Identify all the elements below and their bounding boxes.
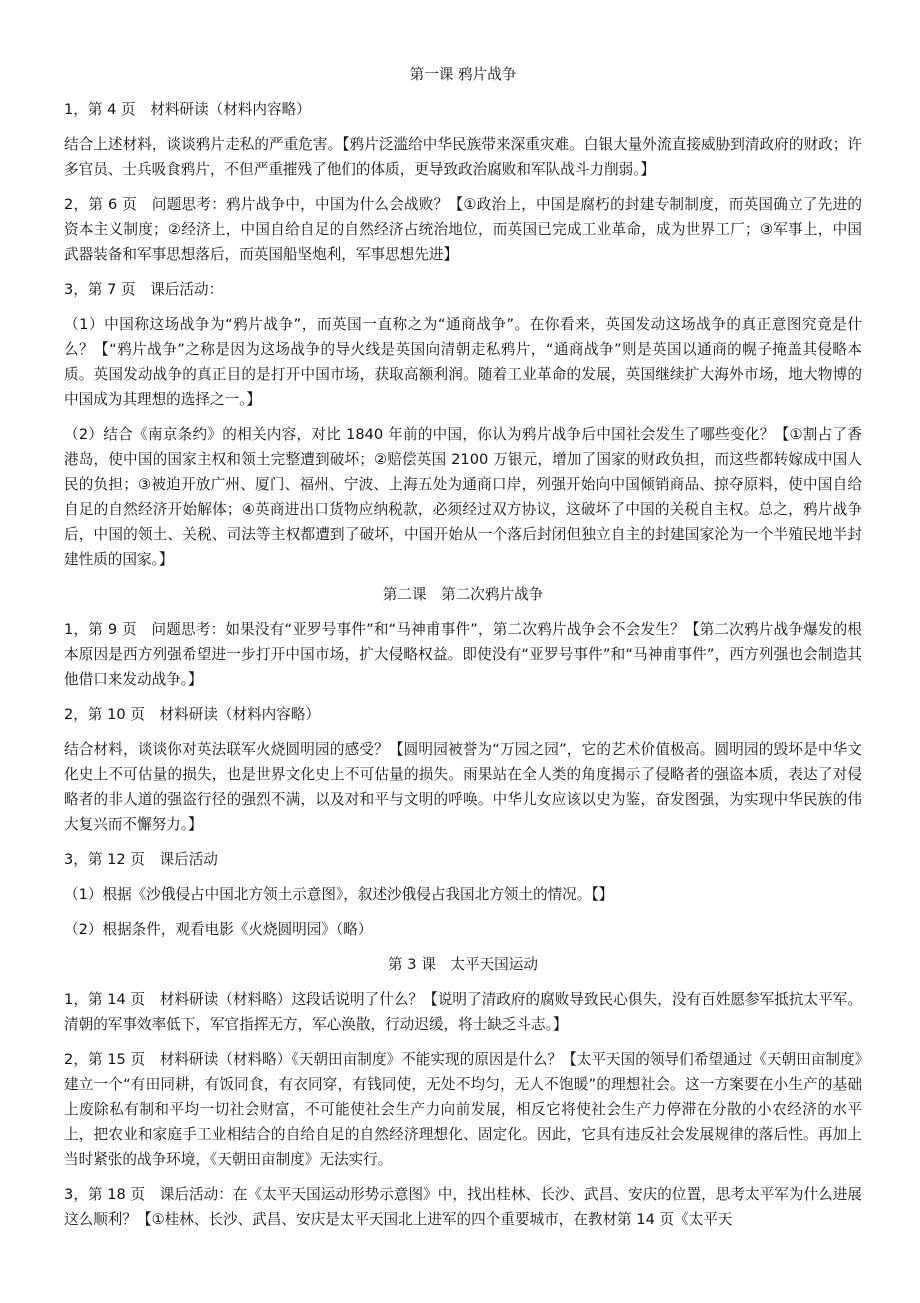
- paragraph: （1）中国称这场战争为“鸦片战争”，而英国一直称之为“通商战争”。在你看来，英国发动这场战争的真正意图究竟是什么？【“鸦片战争”之称是因为这场战争的导火线是英国向清朝走私鸦片，“通商战争”则是英国以通商的幌子掩盖其侵略本质。英国发动战争的真正目的是打开中国市场，获取高额利润。随着工业革命的发展，英国继续扩大海外市场，地大物博的中国成为其理想的选择之一。】: [64, 316, 862, 408]
- paragraph: 3，第 18 页 课后活动：在《太平天国运动形势示意图》中，找出桂林、长沙、武昌、安庆的位置，思考太平军为什么进展这么顺利？【①桂林、长沙、武昌、安庆是太平天国北上进军的四个重要城市，在教材第 14 页《太平天: [64, 1186, 862, 1228]
- paragraph: 1，第 4 页 材料研读（材料内容略）: [64, 101, 311, 118]
- paragraph: 2，第 10 页 材料研读（材料内容略）: [64, 706, 321, 723]
- lesson-2: [64, 582, 862, 942]
- lesson-title: 第 3 课 太平天国运动: [388, 956, 538, 973]
- lesson-title: 第一课 鸦片战争: [409, 66, 517, 83]
- paragraph: （2）根据条件，观看电影《火烧圆明园》（略）: [64, 921, 373, 938]
- paragraph: 3，第 12 页 课后活动: [64, 851, 218, 868]
- paragraph: （2）结合《南京条约》的相关内容，对比 1840 年前的中国，你认为鸦片战争后中国社会发生了哪些变化？【①割占了香港岛，使中国的国家主权和领土完整遭到破坏；②赔偿英国 2100 万银元，增加了国家的财政负担，而这些都转嫁成中国人民的负担；③被迫开放广州、厦门、福州、宁波、上海五处为通商口岸，列强开始向中国倾销商品、掠夺原料，使中国自给自足的自然经济开始解体；④英商进出口货物应纳税款，必须经过双方协议，这破坏了中国的关税自主权。总之，鸦片战争后，中国的领土、关税、司法等主权都遭到了破坏，中国开始从一个落后封闭但独立自主的封建国家沦为一个半殖民地半封建性质的国家。】: [64, 426, 862, 568]
- lesson-title: 第二课 第二次鸦片战争: [382, 586, 544, 603]
- paragraph: 2，第 6 页 问题思考：鸦片战争中，中国为什么会战败？【①政治上，中国是腐朽的封建专制制度，而英国确立了先进的资本主义制度；②经济上，中国自给自足的自然经济占统治地位，而英国已完成工业革命，成为世界工厂；③军事上，中国武器装备和军事思想落后，而英国船坚炮利，军事思想先进】: [64, 196, 862, 263]
- paragraph: 1，第 14 页 材料研读（材料略）这段话说明了什么？【说明了清政府的腐败导致民心俱失，没有百姓愿参军抵抗太平军。清朝的军事效率低下，军官指挥无方，军心涣散，行动迟缓，将士缺乏斗志。】: [64, 991, 862, 1033]
- lesson-3: [64, 952, 862, 1232]
- paragraph: 3，第 7 页 课后活动：: [64, 281, 224, 298]
- paragraph: 结合材料，谈谈你对英法联军火烧圆明园的感受？【圆明园被誉为“万园之园”，它的艺术价值极高。圆明园的毁坏是中华文化史上不可估量的损失，也是世界文化史上不可估量的损失。雨果站在全人类的角度揭示了侵略者的强盗本质，表达了对侵略者的非人道的强盗行径的强烈不满，以及对和平与文明的呼唤。中华儿女应该以史为鉴，奋发图强，为实现中华民族的伟大复兴而不懈努力。】: [64, 741, 862, 833]
- paragraph: （1）根据《沙俄侵占中国北方领土示意图》，叙述沙俄侵占我国北方领土的情况。【】: [64, 886, 614, 903]
- paragraph: 2，第 15 页 材料研读（材料略）《天朝田亩制度》不能实现的原因是什么？【太平天国的领导们希望通过《天朝田亩制度》建立一个“有田同耕，有饭同食，有衣同穿，有钱同使，无处不均匀，无人不饱暖”的理想社会。这一方案要在小生产的基础上废除私有制和平均一切社会财富，不可能使社会生产力向前发展，相反它将使社会生产力停滞在分散的小农经济的水平上，把农业和家庭手工业相结合的自给自足的自然经济理想化、固定化。因此，它具有违反社会发展规律的落后性。再加上当时紧张的战争环境，《天朝田亩制度》无法实行。: [64, 1051, 862, 1168]
- paragraph: 1，第 9 页 问题思考：如果没有“亚罗号事件”和“马神甫事件”，第二次鸦片战争会不会发生？【第二次鸦片战争爆发的根本原因是西方列强希望进一步打开中国市场，扩大侵略权益。即使没有“亚罗号事件”和“马神甫事件”，西方列强也会制造其他借口来发动战争。】: [64, 621, 862, 688]
- paragraph: 结合上述材料，谈谈鸦片走私的严重危害。【鸦片泛滥给中华民族带来深重灾难。白银大量外流直接威胁到清政府的财政；许多官员、士兵吸食鸦片，不但严重摧残了他们的体质，更导致政治腐败和军队战斗力削弱。】: [64, 136, 862, 178]
- lesson-1: [64, 62, 862, 572]
